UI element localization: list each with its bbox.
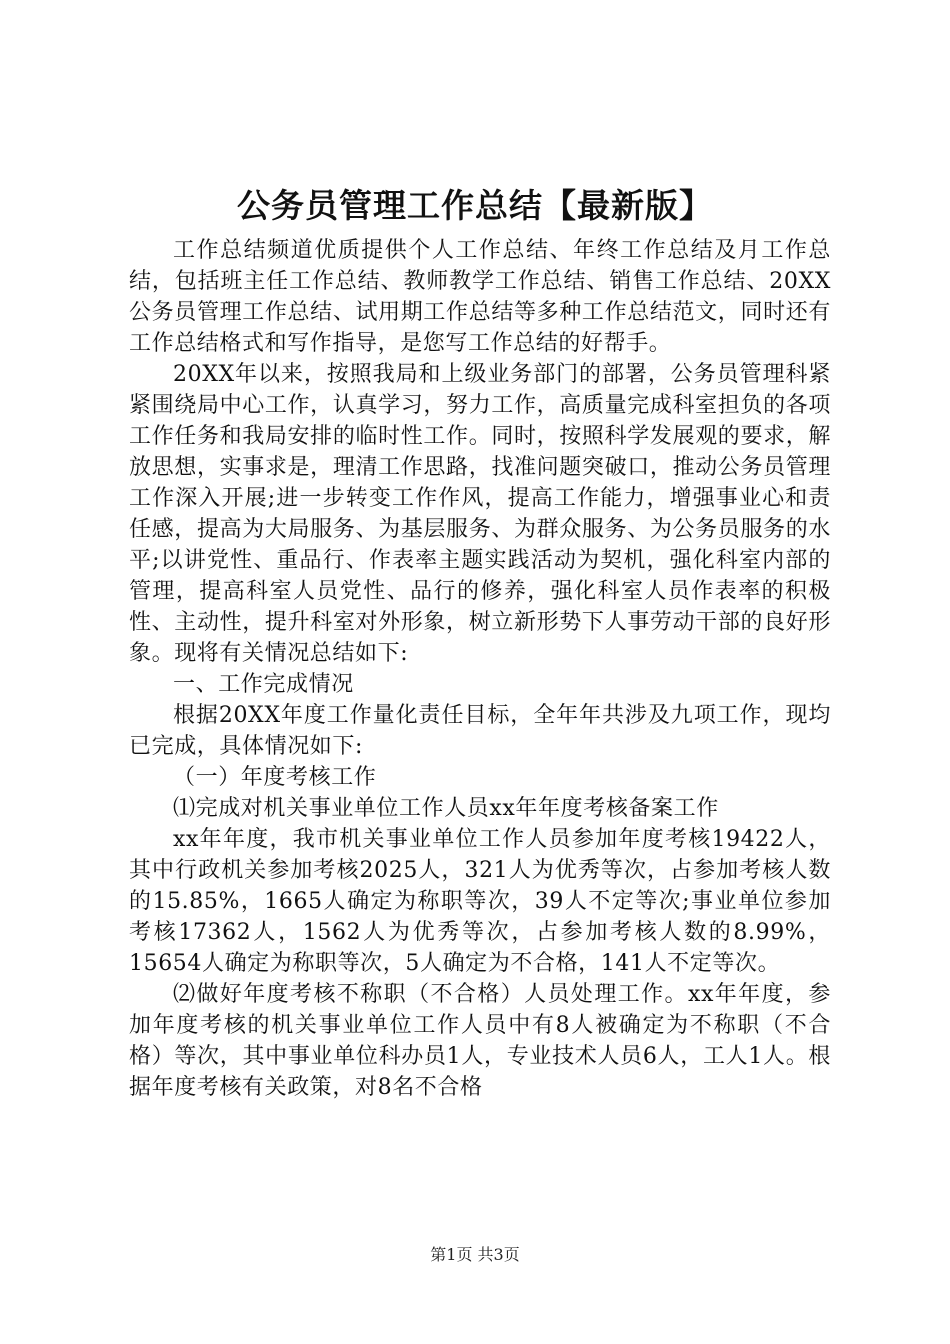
paragraph-assessment-stats: xx年年度，我市机关事业单位工作人员参加年度考核19422人，其中行政机关参加考核2025人，321人为优秀等次，占参加考核人数的15.85%，1665人确定为称职等次，39人不定等次;事业单位参加考核17362人，1562人为优秀等次，占参加考核人数的8.99%，15654人确定为称职等次，5人确定为不合格，141人不定等次。: [129, 827, 831, 976]
page-number: 第1页 共3页: [430, 1245, 520, 1264]
document-title: 公务员管理工作总结【最新版】: [237, 186, 713, 225]
paragraph-overview: 20XX年以来，按照我局和上级业务部门的部署，公务员管理科紧紧围绕局中心工作，认真学习，努力工作，高质量完成科室担负的各项工作任务和我局安排的临时性工作。同时，按照科学发展观的要求，解放思想，实事求是，理清工作思路，找准问题突破口，推动公务员管理工作深入开展;进一步转变工作作风，提高工作能力，增强事业心和责任感，提高为大局服务、为基层服务、为群众服务、为公务员服务的水平;以讲党性、重品行、作表率主题实践活动为契机，强化科室内部的管理，提高科室人员党性、品行的修养，强化科室人员作表率的积极性、主动性，提升科室对外形象，树立新形势下人事劳动干部的良好形象。现将有关情况总结如下:: [129, 362, 831, 666]
paragraph-intro: 工作总结频道优质提供个人工作总结、年终工作总结及月工作总结，包括班主任工作总结、教师教学工作总结、销售工作总结、20XX公务员管理工作总结、试用期工作总结等多种工作总结范文，同时还有工作总结格式和写作指导，是您写工作总结的好帮手。: [129, 238, 831, 356]
paragraph-summary: 根据20XX年度工作量化责任目标，全年年共涉及九项工作，现均已完成，具体情况如下:: [129, 703, 831, 759]
subsection-heading-1: （一）年度考核工作: [173, 765, 377, 790]
section-heading-1: 一、工作完成情况: [173, 672, 354, 697]
item-heading-1: ⑴完成对机关事业单位工作人员xx年年度考核备案工作: [173, 796, 719, 821]
document-body: [129, 235, 831, 1103]
paragraph-unqualified-handling: ⑵做好年度考核不称职（不合格）人员处理工作。xx年年度，参加年度考核的机关事业单位工作人员中有8人被确定为不称职（不合格）等次，其中事业单位科办员1人，专业技术人员6人，工人1人。根据年度考核有关政策，对8名不合格: [129, 982, 831, 1100]
